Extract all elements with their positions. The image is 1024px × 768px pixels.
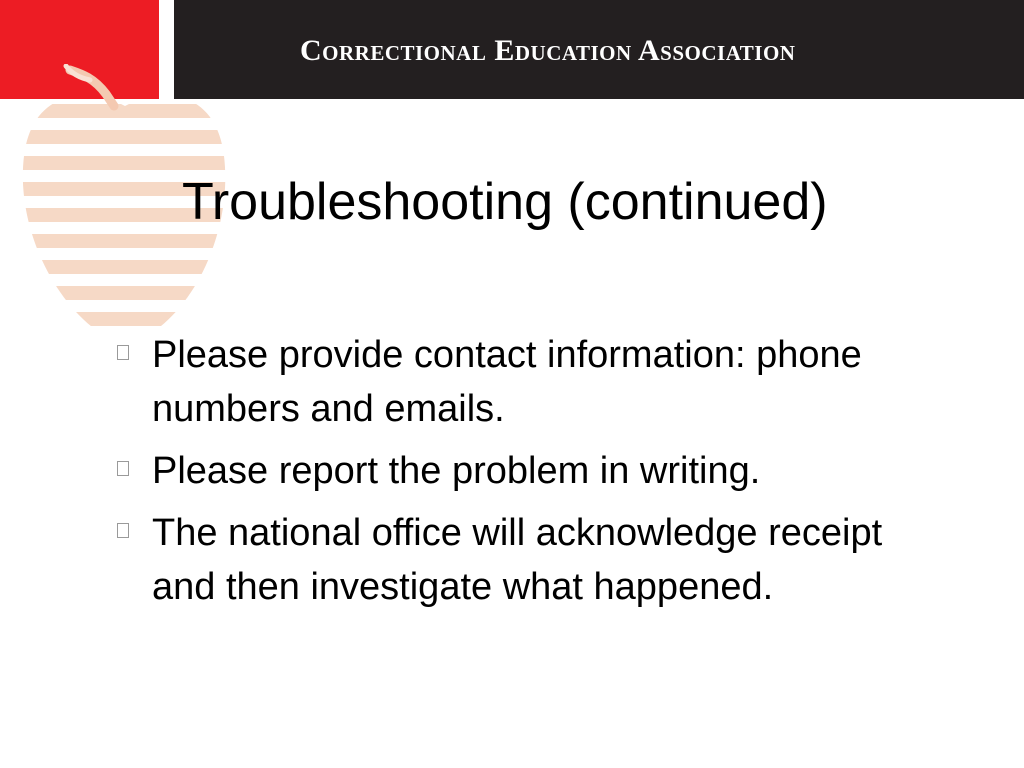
bullet-marker-icon [117,461,129,476]
bullet-text: Please report the problem in writing. [152,450,761,492]
bullet-text: The national office will acknowledge receipt and then investigate what happened. [152,512,883,608]
bullet-item [112,444,902,498]
organization-name: Correctional Education Association [300,34,796,67]
bullet-marker-icon [117,523,129,538]
bullet-list [112,328,902,622]
bullet-item [112,506,902,614]
slide-title: Troubleshooting (continued) [182,173,828,231]
bullet-item [112,328,902,436]
bullet-marker-icon [117,345,129,360]
bullet-text: Please provide contact information: phone numbers and emails. [152,334,862,430]
